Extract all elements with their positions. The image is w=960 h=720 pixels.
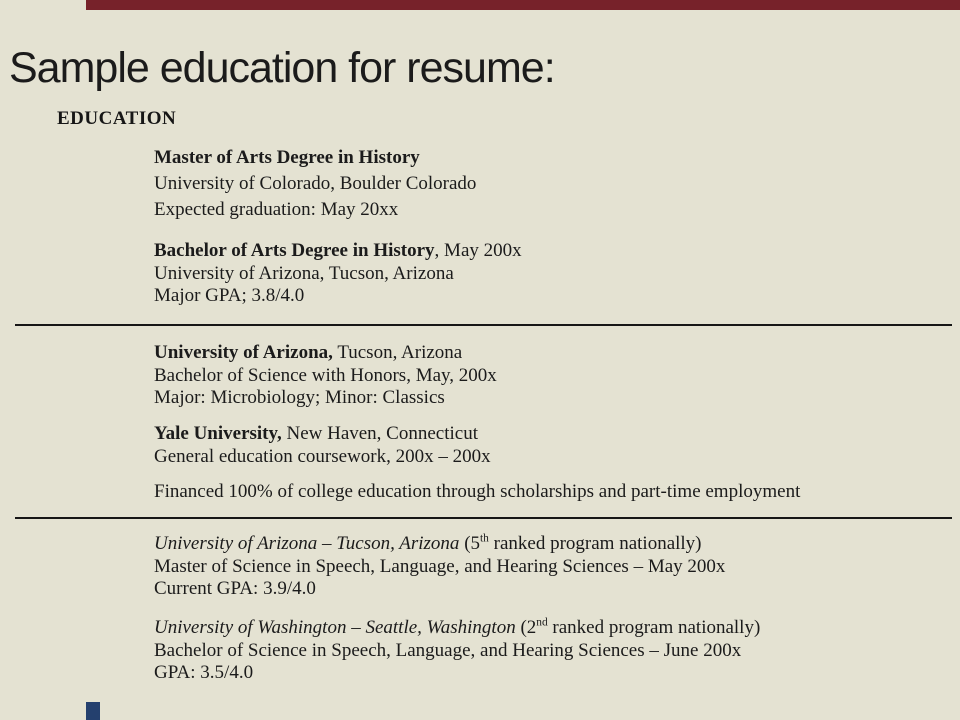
text-line: Bachelor of Science in Speech, Language, and Hearing Sciences – June 200x [154, 639, 742, 661]
education-entry-washington-speech [154, 617, 954, 685]
education-entry-arizona-speech [154, 533, 954, 601]
text-line: University of Colorado, Boulder Colorado [154, 173, 477, 194]
divider-line [15, 517, 952, 519]
text-line: Bachelor of Science with Honors, May, 200x [154, 364, 497, 386]
text-line: Financed 100% of college education through scholarships and part-time employment [154, 481, 801, 502]
education-section-heading: EDUCATION [57, 108, 177, 129]
text-line: General education coursework, 200x – 200x [154, 445, 491, 467]
text-line: University of Arizona, Tucson, Arizona [154, 262, 454, 284]
education-entry-yale [154, 423, 954, 468]
text-line: Major GPA; 3.8/4.0 [154, 285, 305, 306]
education-entry-arizona-microbiology [154, 342, 954, 410]
text-line: Master of Science in Speech, Language, and Hearing Sciences – May 200x [154, 555, 726, 577]
text-line: Major: Microbiology; Minor: Classics [154, 387, 445, 408]
text-line: University of Washington – Seattle, Washington (2nd ranked program nationally) [154, 616, 761, 638]
text-line: Yale University, New Haven, Connecticut [154, 423, 478, 444]
text-line: Expected graduation: May 20xx [154, 199, 399, 220]
divider-line [15, 324, 952, 326]
text-line: University of Arizona, Tucson, Arizona [154, 342, 463, 363]
text-line: Master of Arts Degree in History [154, 147, 420, 168]
text-line: Bachelor of Arts Degree in History, May 200x [154, 240, 522, 261]
bottom-accent-bar [86, 702, 100, 720]
education-entry-financed-note [154, 481, 954, 504]
slide-title: Sample education for resume: [9, 44, 555, 92]
text-line: GPA: 3.5/4.0 [154, 662, 254, 683]
text-line: University of Arizona – Tucson, Arizona (5th ranked program nationally) [154, 532, 702, 554]
education-entry-bachelors-history [154, 240, 954, 308]
education-entry-masters-history [154, 145, 954, 223]
text-line: Current GPA: 3.9/4.0 [154, 578, 316, 599]
top-accent-bar [86, 0, 960, 10]
